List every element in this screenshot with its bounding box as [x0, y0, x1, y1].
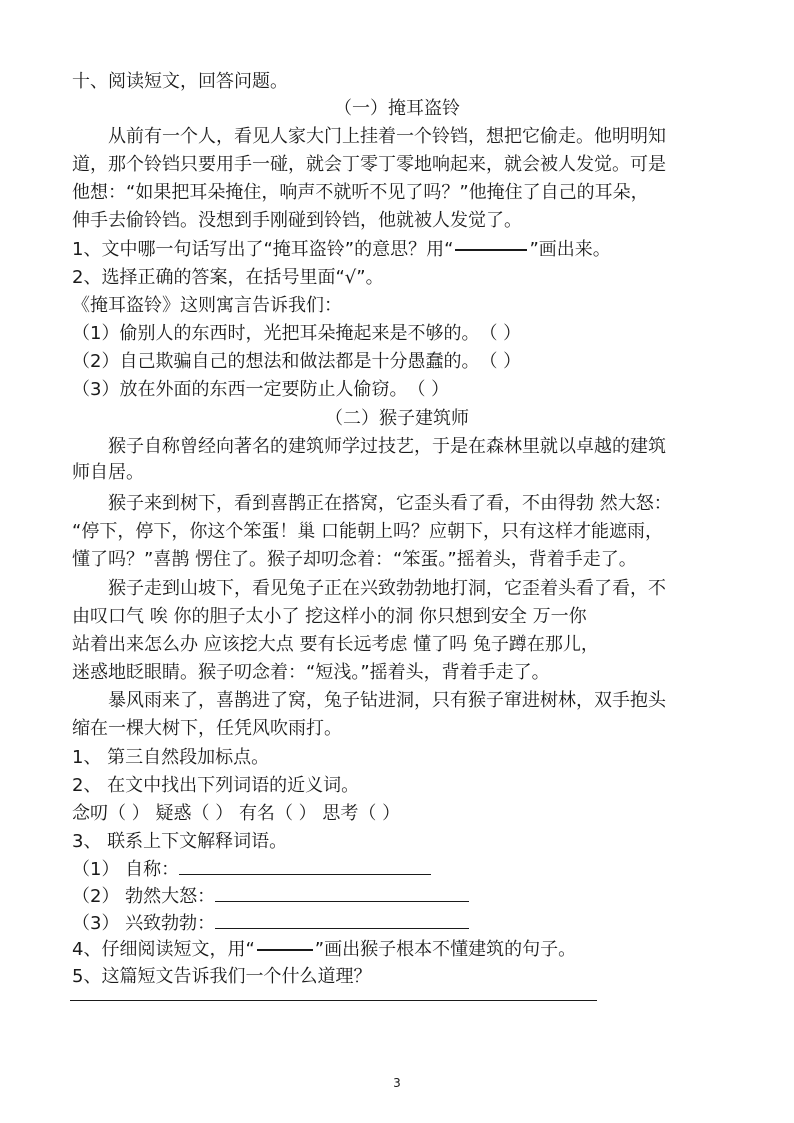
underline-mark-sample-2 [257, 938, 313, 951]
passage2-p1-line-2: 师自居。 [72, 462, 144, 483]
explain-2-label: （2） 勃然大怒： [72, 886, 216, 907]
question-1-text-before: 1、文中哪一句话写出了“掩耳盗铃”的意思？用“ [72, 239, 454, 260]
choice-item-1 [72, 322, 521, 346]
choice-item-2 [72, 350, 521, 374]
explain-1-answer-line[interactable] [179, 858, 431, 875]
passage1-line-1: 从前有一个人，看见人家大门上挂着一个铃铛，想把它偷走。他明明知 [108, 126, 666, 147]
question-4-text-after: ”画出猴子根本不懂建筑的句子。 [314, 939, 577, 960]
synonym-blank-2[interactable]: （ ） [191, 803, 234, 824]
page-number: 3 [393, 1076, 401, 1090]
explain-item-2 [72, 885, 469, 909]
choice-item-3 [72, 378, 449, 402]
choice-2-answer-box[interactable]: （ ） [479, 351, 522, 372]
explain-1-label: （1） 自称： [72, 859, 180, 880]
passage2-p3-line-4: 迷惑地眨眼睛。猴子叨念着：“短浅。”摇着头，背着手走了。 [72, 662, 550, 683]
passage1-line-3: 他想：“如果把耳朵掩住，响声不就听不见了吗？”他掩住了自己的耳朵， [72, 182, 649, 203]
passage1-title: （一）掩耳盗铃 [334, 98, 460, 119]
synonym-blank-1[interactable]: （ ） [108, 803, 150, 824]
passage1-question-2-intro: 《掩耳盗铃》这则寓言告诉我们： [72, 295, 342, 316]
passage2-question-2: 2、 在文中找出下列词语的近义词。 [72, 775, 360, 796]
choice-2-label: （2）自己欺骗自己的想法和做法都是十分愚蠢的。 [72, 351, 480, 372]
question-5-answer-line[interactable] [70, 1000, 597, 1001]
passage2-question-1: 1、 第三自然段加标点。 [72, 747, 270, 768]
explain-3-label: （3） 兴致勃勃： [72, 913, 216, 934]
synonym-blank-4[interactable]: （ ） [358, 803, 401, 824]
explain-2-answer-line[interactable] [215, 885, 469, 902]
passage2-p4-line-2: 缩在一棵大树下，任凭风吹雨打。 [72, 718, 342, 739]
underline-mark-sample [455, 238, 527, 251]
choice-3-label: （3）放在外面的东西一定要防止人偷窃。 [72, 379, 408, 400]
choice-1-answer-box[interactable]: （ ） [479, 323, 522, 344]
synonym-word-3: 有名 [238, 803, 275, 824]
explain-item-1 [72, 858, 431, 882]
question-4-text-before: 4、仔细阅读短文，用“ [72, 939, 255, 960]
section-heading: 十、阅读短文，回答问题。 [72, 71, 288, 92]
synonym-word-2: 疑惑 [155, 803, 192, 824]
passage2-p2-line-3: 懂了吗？”喜鹊 愣住了。猴子却叨念着：“笨蛋。”摇着头，背着手走了。 [72, 549, 637, 570]
passage1-line-2: 道，那个铃铛只要用手一碰，就会丁零丁零地响起来，就会被人发觉。可是 [72, 154, 666, 175]
passage2-question-5: 5、这篇短文告诉我们一个什么道理？ [72, 966, 372, 987]
synonym-blank-3[interactable]: （ ） [274, 803, 317, 824]
passage1-question-1 [72, 238, 611, 262]
synonym-word-1: 念叨 [72, 803, 108, 824]
choice-1-label: （1）偷别人的东西时，光把耳朵掩起来是不够的。 [72, 323, 480, 344]
passage2-p1-line-1: 猴子自称曾经向著名的建筑师学过技艺，于是在森林里就以卓越的建筑 [108, 436, 666, 457]
passage2-p3-line-2: 由叹口气 唉 你的胆子太小了 挖这样小的洞 你只想到安全 万一你 [72, 606, 587, 627]
passage2-question-3: 3、 联系上下文解释词语。 [72, 831, 288, 852]
passage2-title: （二）猴子建筑师 [325, 408, 469, 429]
synonym-row [72, 802, 400, 826]
explain-3-answer-line[interactable] [215, 912, 469, 929]
passage2-p4-line-1: 暴风雨来了，喜鹊进了窝，兔子钻进洞，只有猴子窜进树林，双手抱头 [108, 690, 666, 711]
passage2-p2-line-2: “停下，停下，你这个笨蛋！巢 口能朝上吗？应朝下，只有这样才能遮雨， [72, 521, 664, 542]
passage2-question-4 [72, 938, 576, 962]
choice-3-answer-box[interactable]: （ ） [407, 379, 450, 400]
passage2-p3-line-1: 猴子走到山坡下，看见兔子正在兴致勃勃地打洞，它歪着头看了看，不 [108, 578, 666, 599]
synonym-word-4: 思考 [322, 803, 359, 824]
passage2-p3-line-3: 站着出来怎么办 应该挖大点 要有长远考虑 懂了吗 兔子蹲在那儿， [72, 634, 599, 655]
passage2-p2-line-1: 猴子来到树下，看到喜鹊正在搭窝，它歪头看了看，不由得勃 然大怒： [108, 493, 672, 514]
explain-item-3 [72, 912, 469, 936]
question-1-text-after: ”画出来。 [529, 239, 611, 260]
passage1-question-2: 2、选择正确的答案，在括号里面“√”。 [72, 267, 384, 288]
passage1-line-4: 伸手去偷铃铛。没想到手刚碰到铃铛，他就被人发觉了。 [72, 210, 522, 231]
